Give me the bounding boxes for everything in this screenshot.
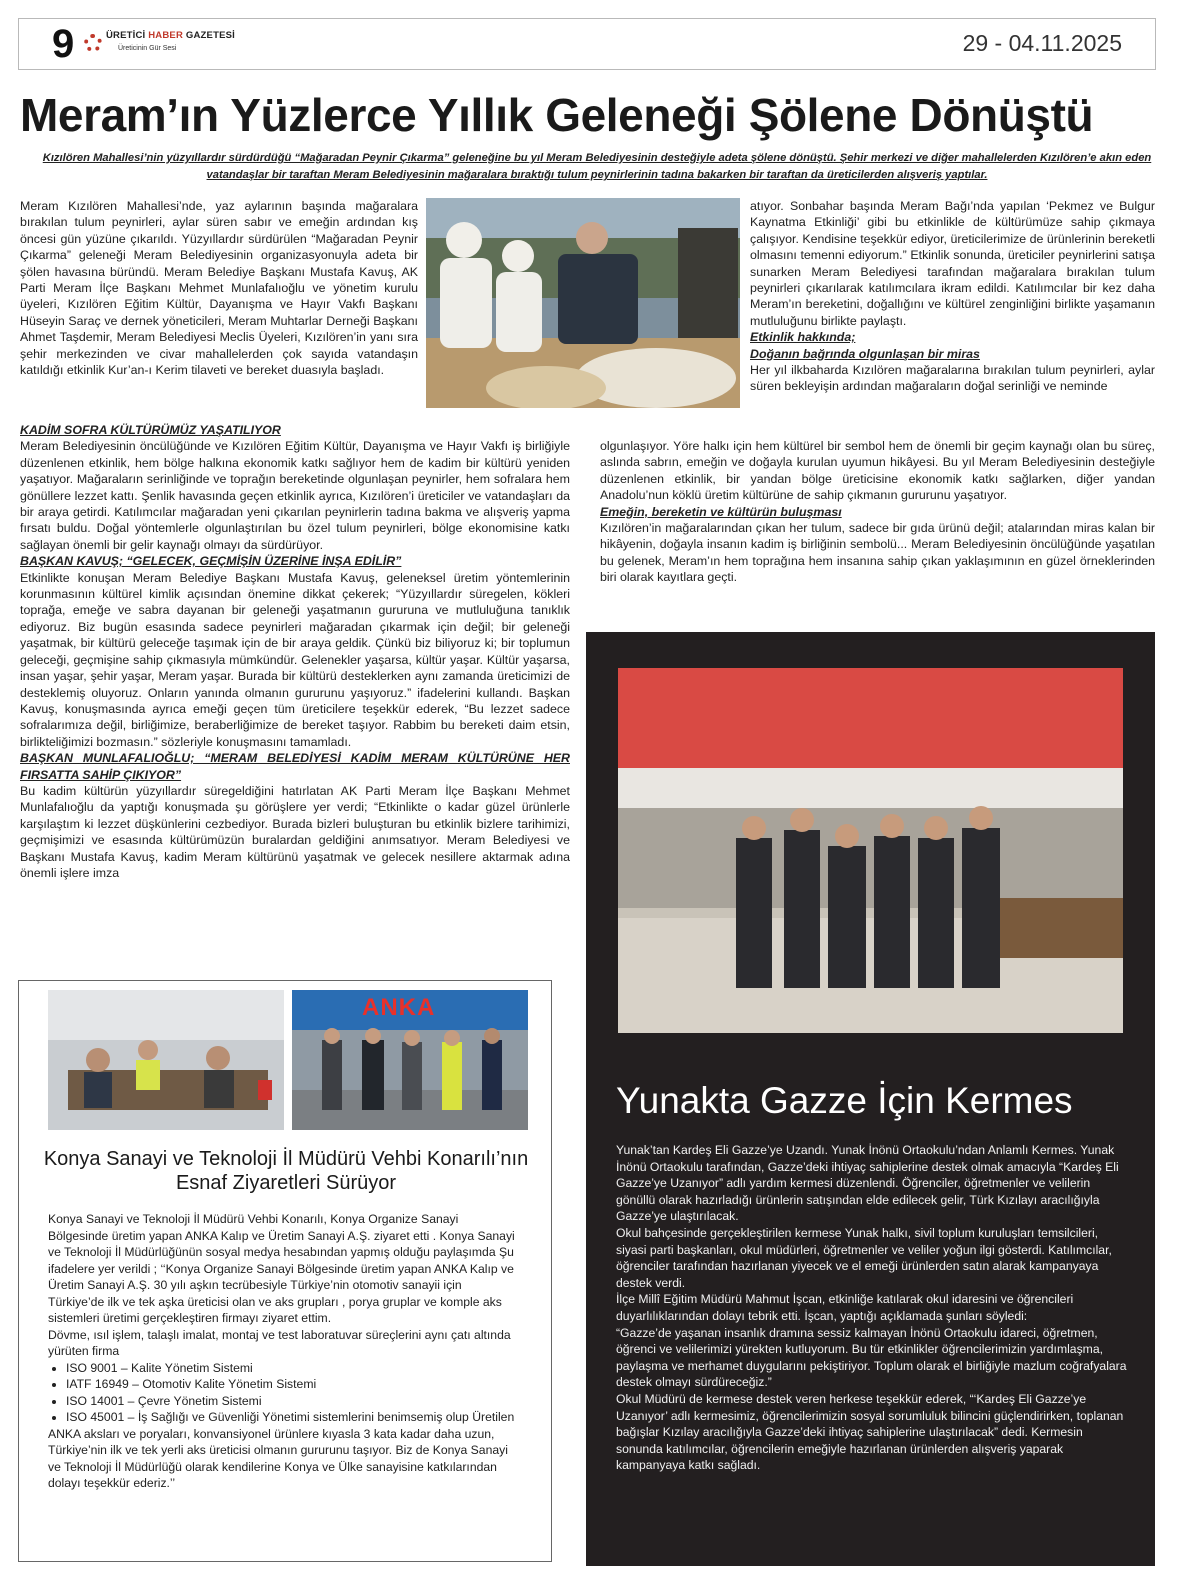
issue-date: 29 - 04.11.2025	[962, 30, 1122, 56]
list-item: • IATF 16949 – Otomotiv Kalite Yönetim Sistemi	[66, 1376, 518, 1393]
main-paragraph-4: Bu kadim kültürün yüzyıllardır süregeldiğini hatırlatan AK Parti Meram İlçe Başkanı Mehmet Munlafalıoğlu da yaptığı konuşmada şu görüşlere yer verdi; “Etkinlikte o kadar güzel ürünlerle karşılaştım ki lezzet düşkünlerini cezbediyor. Burada bizleri buluşturan bu etkinlik bizlere tarihimizi, geçmişimizi ve esasında kültürümüzün buralardan geldiğini anımsatıyor. Meram Belediyesi ve Başkanı Mustafa Kavuş, kadim Meram kültürünü yaşatmak ve gelecek nesillere aktarmak adına önemli işlere imza	[20, 783, 570, 880]
kermes-photo-illustration	[618, 668, 1123, 1033]
list-item: • ISO 45001 – İş Sağlığı ve Güvenliği Yönetimi sistemlerini benimsemiş olup Üretilen	[66, 1409, 518, 1426]
list-item: • ISO 9001 – Kalite Yönetim Sistemi	[66, 1360, 518, 1377]
gear-logo-icon	[84, 34, 102, 52]
anka-paragraph-3: ANKA aksları ve poryaları, konvansiyonel ürünlere kıyasla 3 kata kadar daha uzun, Türkiye’nin ilk ve tek yerli aks üreticisi olmanın gururunu taşıyor. Biz de Konya Sanayi ve Teknoloji İl Müdürlüğü olarak kendilerine Konya ve Ülke sanayisine katkılarından dolayı teşekkür ederiz.’’	[48, 1426, 508, 1490]
main-paragraph-1: Meram Kızılören Mahallesi’nde, yaz aylarının başında mağaralara bırakılan tulum peynirleri, aylar süren sabır ve emeğin ardından kış öncesi gün yüzüne çıkarıldı. Yüzyıllardır sürdürülen “Mağaradan Peynir Çıkarma” geleneği Meram Belediyesinin organizasyonuyla adeta bir şölen havasına büründü. Meram Belediye Başkanı Mustafa Kavuş, AK Parti Meram İlçe Başkanı Mehmet Munlafalıoğlu ve yönetim kurulu üyeleri, Kızılören Eğitim Kültür, Dayanışma ve Hayır Vakfı Başkanı Hüseyin Saraç ve dernek yöneticileri, Meram Muhtarlar Derneği Başkanı Ahmet Taşdemir, Meram Belediyesi Meclis Üyeleri, Kızılören’in yanı sıra şehir merkezinden ve civar mahallelerden çok sayıda vatandaşın katıldığı etkinlik Kur’an-ı Kerim tilaveti ve bereket duasıyla başladı.	[20, 199, 418, 378]
subheading-kadim-sofra: KADİM SOFRA KÜLTÜRÜMÜZ YAŞATILIYOR	[20, 423, 281, 437]
main-article-right-column-bottom	[600, 438, 1155, 586]
subheading-baskan-munlafalioglu: BAŞKAN MUNLAFALIOĞLU; “MERAM BELEDİYESİ KADİM MERAM KÜLTÜRÜNE HER FIRSATTA SAHİP ÇIKIYOR”	[20, 751, 570, 782]
main-paragraph-6a: Her yıl ilkbaharda Kızılören mağaralarına bırakılan tulum peynirleri, aylar süren bekleyişin ardından mağaraların doğal serinliği ve neminde	[750, 363, 1155, 394]
gazze-paragraph-2: Okul bahçesinde gerçekleştirilen kermese Yunak halkı, sivil toplum kuruluşları temsilcileri, siyasi parti başkanları, okul müdürleri, öğretmenler ve veliler yoğun ilgi gösterdi. Katılımcılar, öğrenciler tarafından hazırlanan yiyecek ve el emeği ürünlerden satın alarak kampanyaya destek verdi.	[616, 1225, 1112, 1290]
main-headline: Meram’ın Yüzlerce Yıllık Geleneği Şölene Dönüştü	[20, 89, 1094, 141]
gazze-paragraph-5: Okul Müdürü de kermese destek veren herkese teşekkür ederek, “‘Kardeş Eli Gazze’ye Uzanıyor’ adlı kermesimiz, öğrencilerimizin sosyal sorumluluk bilincini güçlendirirken, toplanan bağışlar Kızılay aracılığıyla Gazze’deki ihtiyaç sahiplerine ulaştırılacak” dedi. Kermesin sonunda katılımcılar, öğrencilerin emeğiyle hazırlanan ürünlerden alışveriş yaparak kampanyaya katkı sağladı.	[616, 1391, 1124, 1473]
main-article-right-column-top	[750, 198, 1155, 395]
brand-word-gazetesi: GAZETESİ	[185, 30, 235, 41]
brand-word-uretici: ÜRETİCİ	[106, 30, 146, 41]
main-deck: Kızılören Mahallesi’nin yüzyıllardır sürdürdüğü “Mağaradan Peynir Çıkarma” geleneğine bu yıl Meram Belediyesinin desteğiyle adeta şölene dönüştü. Şehir merkezi ve diğer mahallelerden Kızılören’e akın eden vatandaşlar bir taraftan Meram Belediyesinin mağaralara bıraktığı tulum peynirlerinin tadına bakarken bir taraftan da üreticilerden alışveriş yaptılar.	[42, 152, 1152, 181]
brand-tagline: Üreticinin Gür Sesi	[118, 45, 177, 52]
main-paragraph-7: Kızılören’in mağaralarından çıkan her tulum, sadece bir gıda ürünü değil; atalarından miras kalan bir hikâyenin, doğayla insanın kadim iş birliğinin sembolü... Meram Belediyesinin öncülüğünde yaşatılan bu gelenek, Meram’ın hem toprağına hem insanına sahip çıkan yaklaşımının en güzel örneklerinden biri olarak kayıtlara geçti.	[600, 521, 1155, 585]
subheading-doganin-bagrinda: Doğanın bağrında olgunlaşan bir miras	[750, 346, 980, 361]
cheese-event-photo-illustration	[426, 198, 740, 408]
anka-article-title: Konya Sanayi ve Teknoloji İl Müdürü Vehbi Konarılı’nın Esnaf Ziyaretleri Sürüyor	[43, 1148, 529, 1194]
gazze-paragraph-4: “Gazze’de yaşanan insanlık dramına sessiz kalmayan İnönü Ortaokulu idareci, öğretmen, öğrenci ve velilerimizi yürekten kutluyorum. Bu tür etkinlikler öğrencilerimizin yardımlaşma, paylaşma ve merhamet duygularını pekiştiriyor. Toplum olarak el birliğiyle mazlum coğrafyalara destek olmayı sürdüreceğiz.”	[616, 1325, 1127, 1390]
main-paragraph-5: atıyor. Sonbahar başında Meram Bağı’nda yapılan ‘Pekmez ve Bulgur Kaynatma Etkinliği’ gibi bu etkinlikle de kültürümüze sahip çıkmaya çalışıyor. Kendisine teşekkür ediyor, üreticilerimize de ürünlerinin bereketli olmasını temenni ediyorum.” Etkinlik sonunda, üreticiler peynirlerini satışa sunarken Meram Belediyesi tarafından mağaralara bırakılan tulum peynirleri çıkarılarak katılımcılara ikram edildi. Katılımcılar bir kez daha Meram’ın bereketini, doğallığını ve kültürel zenginliğini birlikte yaşamanın mutluluğunu birlikte paylaştı.	[750, 199, 1155, 328]
list-item: • ISO 14001 – Çevre Yönetim Sistemi	[66, 1393, 518, 1410]
subheading-etkinlik-hakkinda: Etkinlik hakkında;	[750, 330, 856, 345]
kermes-photo	[618, 668, 1123, 1033]
main-article-intro-column	[20, 198, 418, 378]
subheading-emegin-bereketin: Emeğin, bereketin ve kültürün buluşması	[600, 504, 842, 519]
page-number: 9	[52, 22, 75, 66]
gazze-article-body	[616, 1142, 1131, 1474]
main-paragraph-6b: olgunlaşıyor. Yöre halkı için hem kültürel bir sembol hem de önemli bir geçim kaynağı olan bu süreç, aslında sabrın, emeğin ve doğayla kurulan uyumun hikâyesi. Bu yıl Meram Belediyesinin desteğiyle düzenlenen etkinlik, bir yandan bölge üreticisine ekonomik katkı sağlarken, diğer yandan Anadolu’nun köklü üretim kültürüne de sahip çıkmanın gururunu yaşatıyor.	[600, 439, 1155, 503]
anka-article-body	[48, 1211, 518, 1492]
anka-visit-photo	[292, 990, 528, 1130]
gazze-paragraph-3: İlçe Millî Eğitim Müdürü Mahmut İşcan, etkinliğe katılarak okul idaresini ve öğrencileri duyarlılıklarından dolayı tebrik etti. İşcan, yaptığı açıklamada şunları söyledi:	[616, 1292, 1074, 1323]
main-paragraph-3: Etkinlikte konuşan Meram Belediye Başkanı Mustafa Kavuş, geleneksel üretim yöntemlerinin korunmasının kültürel kimlik açısından önemine dikkat çekerek; “Yüzyıllardır süregelen, kökleri toprağa, emeğe ve sabra dayanan bir geleneği yaşatmanın gururuna ve mutluluğuna tanıklık ediyoruz. Biz bugün esasında sadece peynirleri mağaradan çıkarmak için değil; bir geleneği yaşatmak, bir kültürü geleceğe taşımak için de bir araya geldik. Çünkü biz biliyoruz ki; bir toplumun geleceği, geçmişine sahip çıkmasıyla mümkündür. Gelenekler yaşarsa, kültür yaşar. Kültür yaşarsa, insan yaşar, şehir yaşar, Meram yaşar. Burada bir kültürü desteklerken aynı zamanda üreticimizi de desteklemiş oluyoruz. Onların yanında olmanın gururunu yaşıyoruz.” ifadelerini kullandı. Başkan Kavuş, konuşmasında ayrıca emeği geçen tüm üreticilere teşekkür ederek, “Bu lezzet sadece sofralarımıza değil, birliğimize, beraberliğimize de bereket taşıyor. Rabbim bu bereketi daim etsin, birlikteliğimizi bozmasın.” sözleriyle konuşmasını tamamladı.	[20, 570, 570, 749]
gazze-paragraph-1: Yunak’tan Kardeş Eli Gazze’ye Uzandı. Yunak İnönü Ortaokulu’ndan Anlamlı Kermes. Yunak İnönü Ortaokulu tarafından, Gazze’deki ihtiyaç sahiplerine destek olmak amacıyla “Kardeş Eli Gazze’ye Uzanıyor” adlı yardım kermesi düzenlendi. Öğrenciler, öğretmenler ve velilerin gönüllü olarak hazırladığı ürünlerin satışından elde edilecek gelir, Türk Kızılayı aracılığıyla Gazze’ye ulaştırılacak.	[616, 1143, 1119, 1224]
main-paragraph-2: Meram Belediyesinin öncülüğünde ve Kızılören Eğitim Kültür, Dayanışma ve Hayır Vakfı iş birliğiyle düzenlenen etkinlik, hem bölge halkına ekonomik katkı sağlıyor hem de kadim bir kültürü yeniden yaşatıyor. Mağaraların serinliğinde ve toprağın bereketinde olgunlaşan peynirler, hem sofralara hem gönüllere lezzet kattı. Şenlik havasında geçen etkinlik ayrıca, Kızılören’i üreticiler ve vatandaşları da bir araya getirdi. Katılımcılar mağaradan yeni çıkarılan peynirlerin tadına bakma ve alışveriş yapma fırsatı buldu. Doğal yöntemlerle olgunlaştırılan bu özel tulum peynirleri, bölge ekonomisine katkı sağlayan önemli bir gelir kaynağı olmayı da sürdürüyor.	[20, 439, 570, 552]
meeting-photo	[48, 990, 284, 1130]
anka-certificate-list	[48, 1360, 518, 1426]
main-article-left-column	[20, 422, 570, 881]
anka-paragraph-2: Dövme, ısıl işlem, talaşlı imalat, montaj ve test laboratuvar süreçlerini aynı çatı altında yürüten firma	[48, 1327, 511, 1358]
cheese-event-photo	[426, 198, 740, 408]
anka-paragraph-1: Konya Sanayi ve Teknoloji İl Müdürü Vehbi Konarılı, Konya Organize Sanayi Bölgesinde üretim yapan ANKA Kalıp ve Üretim Sanayi A.Ş. ziyaret etti . Konya Sanayi ve Teknoloji İl Müdürlüğünün sosyal medya hesabından yapmış olduğu paylaşımda Şu ifadelere yer verildi ; ‘‘Konya Organize Sanayi Bölgesinde üretim yapan ANKA Kalıp ve Üretim Sanayi A.Ş. 30 yılı aşkın tecrübesiyle Türkiye’nin otomotiv sanayii için Türkiye’de ilk ve tek aşka üreticisi olan ve aks grupları , porya gruplar ve komple aks sistemleri üretimi gerçekleştiren firmayı ziyaret ettim.	[48, 1212, 515, 1325]
anka-sign-text: ANKA	[362, 994, 436, 1021]
newspaper-logo	[106, 30, 235, 41]
brand-word-haber: HABER	[148, 30, 184, 41]
meeting-photo-illustration	[48, 990, 284, 1130]
gazze-article-title: Yunakta Gazze İçin Kermes	[616, 1080, 1073, 1121]
subheading-baskan-kavus: BAŞKAN KAVUŞ; “GELECEK, GEÇMİŞİN ÜZERİNE İNŞA EDİLİR”	[20, 554, 402, 569]
